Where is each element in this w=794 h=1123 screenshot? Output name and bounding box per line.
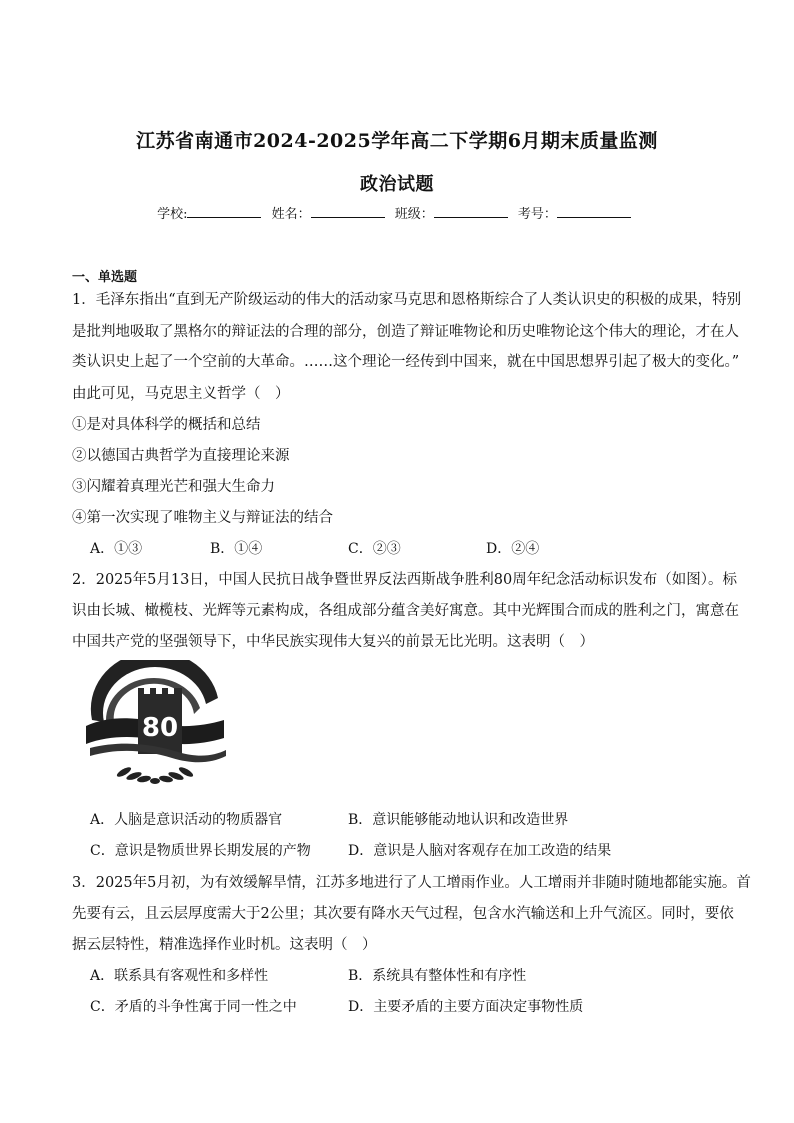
q1-statement: ②以德国古典哲学为直接理论来源 [72, 448, 290, 464]
name-blank[interactable] [311, 205, 385, 218]
q1-line: 由此可见，马克思主义哲学（ ） [72, 386, 290, 402]
school-label: 学校: [157, 207, 188, 222]
name-label: 姓名： [271, 207, 311, 222]
class-label: 班级： [394, 207, 434, 222]
section-title: 一、单选题 [72, 270, 138, 285]
class-blank[interactable] [434, 205, 508, 218]
school-blank[interactable] [187, 205, 261, 218]
q2-option-b[interactable]: B．意识能够能动地认识和改造世界 [348, 812, 569, 828]
exam-number-label: 考号： [517, 207, 557, 222]
q2-line: 2．2025年5月13日，中国人民抗日战争暨世界反法西斯战争胜利80周年纪念活动标识发布（如图）。标 [72, 572, 737, 588]
q2-option-d[interactable]: D．意识是人脑对客观存在加工改造的结果 [348, 843, 612, 859]
q3-option-a[interactable]: A．联系具有客观性和多样性 [90, 968, 269, 984]
q1-option-a[interactable]: A．①③ [90, 541, 143, 557]
q2-options-row2 [90, 841, 730, 861]
q3-options-row1 [90, 966, 730, 986]
q3-line: 先要有云，且云层厚度需大于2公里；其次要有降水天气过程，包含水汽输送和上升气流区。同时，要依 [72, 906, 734, 922]
q3-option-d[interactable]: D．主要矛盾的主要方面决定事物性质 [348, 999, 584, 1015]
exam-subtitle: 政治试题 [360, 174, 434, 195]
student-info-row [0, 203, 794, 222]
q1-line: 类认识史上起了一个空前的大革命。……这个理论一经传到中国来，就在中国思想界引起了极大的变化。” [72, 354, 740, 370]
q2-option-a[interactable]: A．人脑是意识活动的物质器官 [90, 812, 283, 828]
q2-option-c[interactable]: C．意识是物质世界长期发展的产物 [90, 843, 311, 859]
q3-line: 3．2025年5月初，为有效缓解旱情，江苏多地进行了人工增雨作业。人工增雨并非随时随地都能实施。首 [72, 875, 751, 891]
q3-options-row2 [90, 997, 730, 1017]
q1-option-d[interactable]: D．②④ [486, 541, 540, 557]
q1-option-b[interactable]: B．①④ [210, 541, 263, 557]
q2-line: 中国共产党的坚强领导下，中华民族实现伟大复兴的前景无比光明。这表明（ ） [72, 634, 594, 650]
q3-line: 据云层特性，精准选择作业时机。这表明（ ） [72, 937, 377, 953]
q3-option-c[interactable]: C．矛盾的斗争性寓于同一性之中 [90, 999, 297, 1015]
q1-statement: ③闪耀着真理光芒和强大生命力 [72, 479, 275, 495]
q1-statement: ④第一次实现了唯物主义与辩证法的结合 [72, 510, 333, 526]
q2-options-row1 [90, 810, 730, 830]
q3-option-b[interactable]: B．系统具有整体性和有序性 [348, 968, 527, 984]
exam-number-blank[interactable] [557, 205, 631, 218]
q1-line: 是批判地吸取了黑格尔的辩证法的合理的部分，创造了辩证唯物论和历史唯物论这个伟大的理论，才在人 [72, 324, 739, 340]
q1-option-c[interactable]: C．②③ [348, 541, 401, 557]
exam-title: 江苏省南通市2024-2025学年高二下学期6月期末质量监测 [136, 130, 658, 152]
q1-statement: ①是对具体科学的概括和总结 [72, 417, 261, 433]
victory-80-logo-image [82, 660, 228, 788]
q1-options [90, 539, 730, 559]
logo-number: 80 [141, 713, 179, 743]
q2-line: 识由长城、橄榄枝、光辉等元素构成，各组成部分蕴含美好寓意。其中光辉围合而成的胜利之门，寓意在 [72, 603, 739, 619]
q1-line: 1．毛泽东指出“直到无产阶级运动的伟大的活动家马克思和恩格斯综合了人类认识史的积极的成果，特别 [72, 292, 742, 308]
